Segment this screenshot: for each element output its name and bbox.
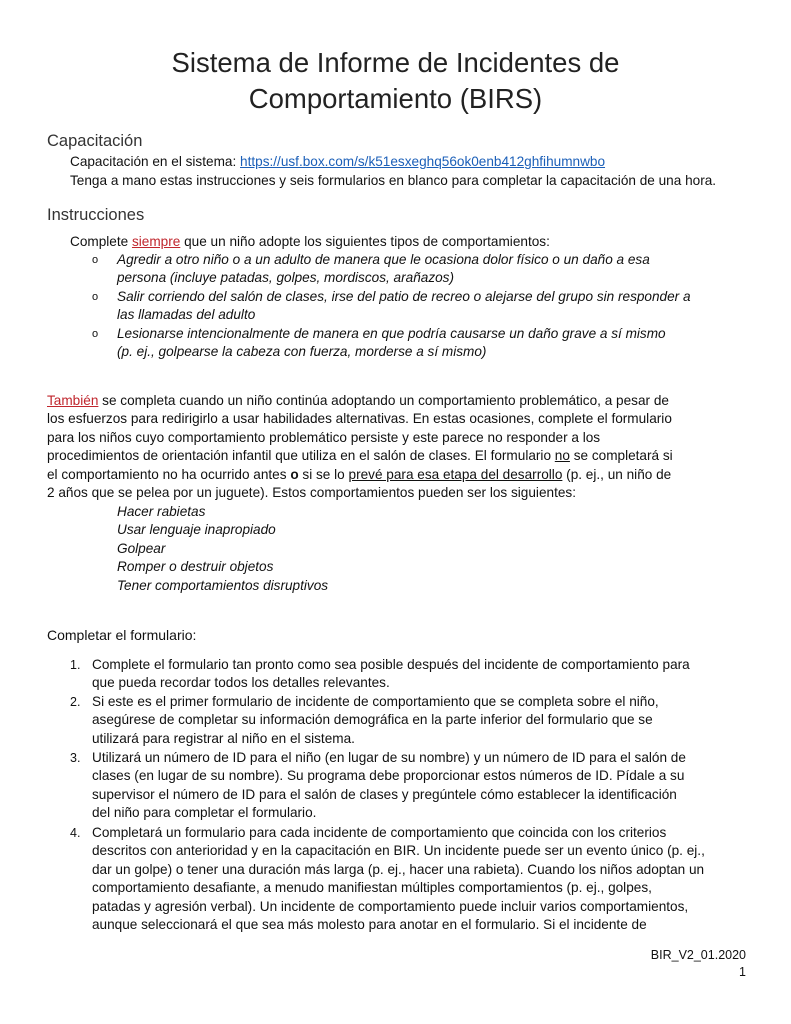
bullet-1-line2: persona (incluye patadas, golpes, mordiscos, arañazos) (117, 270, 455, 285)
step-4-line2: descritos con anterioridad y en la capacitación en BIR. Un incidente puede ser un evento único (p. ej., (92, 843, 705, 858)
heading-completar: Completar el formulario: (47, 627, 197, 643)
tambien-word: También (47, 393, 99, 408)
step-2-line2: asegúrese de completar su información demográfica en la parte inferior del formulario que se (92, 712, 653, 727)
intro-text: Complete (70, 234, 132, 249)
step-3-line1: Utilizará un número de ID para el niño (en lugar de su nombre) y un número de ID para el salón de (92, 750, 686, 765)
page-number: 1 (739, 965, 746, 979)
step-3-line4: del niño para completar el formulario. (92, 805, 317, 820)
step-3-line3: supervisor el número de ID para el salón de clases y pregúntele cómo establecer la identificación (92, 787, 677, 802)
tambien-o: o (290, 467, 299, 482)
bullet-icon: o (92, 254, 99, 266)
step-4-line1: Completará un formulario para cada incidente de comportamiento que coincida con los criterios (92, 825, 667, 840)
tambien-text: se completa cuando un niño continúa adoptando un comportamiento problemático, a pesar de (98, 393, 669, 408)
tambien-l4-text: procedimientos de orientación infantil que utiliza en el salón de clases. El formulario (47, 448, 552, 463)
tambien-line4 (47, 447, 673, 465)
bullet-2-line2: las llamadas del adulto (117, 307, 256, 322)
step-1-line2: que pueda recordar todos los detalles relevantes. (92, 675, 390, 690)
tambien-line6: 2 años que se pelea por un juguete). Estos comportamientos pueden ser los siguientes: (47, 485, 576, 500)
behavior-item: Usar lenguaje inapropiado (117, 522, 276, 537)
document-title-line2: Comportamiento (BIRS) (248, 83, 543, 114)
tambien-l4-end: se completará si (569, 448, 673, 463)
behavior-item: Hacer rabietas (117, 504, 206, 519)
document-code: BIR_V2_01.2020 (650, 948, 746, 962)
training-label: Capacitación en el sistema: (70, 154, 241, 169)
bullet-3-line1: Lesionarse intencionalmente de manera en que podría causarse un daño grave a sí mismo (117, 326, 666, 341)
training-line (70, 153, 605, 171)
step-4-line3: dar un golpe) o tener una duración más larga (p. ej., hacer una rabieta). Cuando los niños adoptan un (92, 862, 705, 877)
heading-capacitacion: Capacitación (47, 132, 143, 150)
tambien-line5 (47, 466, 671, 484)
step-4-line4: comportamiento desafiante, a menudo manifiestan múltiples comportamientos (p. ej., golpes, (92, 880, 652, 895)
intro-siempre: siempre (131, 234, 181, 249)
bullet-icon: o (92, 328, 99, 340)
tambien-etapa: prevé para esa etapa del desarrollo (348, 467, 563, 482)
document-title-line1: Sistema de Informe de Incidentes de (171, 47, 620, 78)
step-3-line2: clases (en lugar de su nombre). Su programa debe proporcionar estos números de ID. Pídale a su (92, 768, 685, 783)
bullet-icon: o (92, 291, 99, 303)
behavior-item: Tener comportamientos disruptivos (117, 578, 329, 593)
intro-text-end: que un niño adopte los siguientes tipos de comportamientos: (180, 234, 550, 249)
tambien-l5-pre: el comportamiento no ha ocurrido antes (47, 467, 291, 482)
list-number: 2. (70, 695, 81, 709)
tambien-l5-end: (p. ej., un niño de (562, 467, 672, 482)
step-1-line1: Complete el formulario tan pronto como sea posible después del incidente de comportamiento para (92, 657, 690, 672)
bullet-2-line1: Salir corriendo del salón de clases, irse del patio de recreo o alejarse del grupo sin responder a (117, 289, 691, 304)
heading-instrucciones: Instrucciones (47, 206, 145, 224)
list-number: 3. (70, 751, 81, 765)
step-4-line5: patadas y agresión verbal). Un incidente de comportamiento puede incluir varios comportamientos, (92, 899, 689, 914)
tambien-l5-mid: si se lo (298, 467, 349, 482)
bullet-1-line1: Agredir a otro niño o a un adulto de manera que le ocasiona dolor físico o un daño a esa (117, 252, 650, 267)
behavior-item: Romper o destruir objetos (117, 559, 274, 574)
training-link[interactable]: https://usf.box.com/s/k51esxeghq56ok0enb412ghfihumnwbo (240, 154, 606, 169)
tambien-line3: para los niños cuyo comportamiento problemático persiste y este parece no responder a los (47, 430, 601, 445)
step-2-line1: Si este es el primer formulario de incidente de comportamiento que se completa sobre el niño, (92, 694, 659, 709)
behavior-item: Golpear (117, 541, 166, 556)
tambien-line2: los esfuerzos para redirigirlo a usar habilidades alternativas. En estas ocasiones, complete el formulario (47, 411, 672, 426)
step-4-line6: aunque seleccionará el que sea más molesto para anotar en el formulario. Si el incidente de (92, 917, 647, 932)
instructions-intro (70, 233, 550, 251)
bullet-3-line2: (p. ej., golpearse la cabeza con fuerza, morderse a sí mismo) (117, 344, 487, 359)
tambien-line1 (47, 392, 669, 410)
step-2-line3: utilizará para registrar al niño en el sistema. (92, 731, 355, 746)
list-number: 1. (70, 658, 81, 672)
list-number: 4. (70, 826, 81, 840)
training-note: Tenga a mano estas instrucciones y seis formularios en blanco para completar la capacitación de una hora. (70, 173, 717, 188)
tambien-no: no (554, 448, 570, 463)
